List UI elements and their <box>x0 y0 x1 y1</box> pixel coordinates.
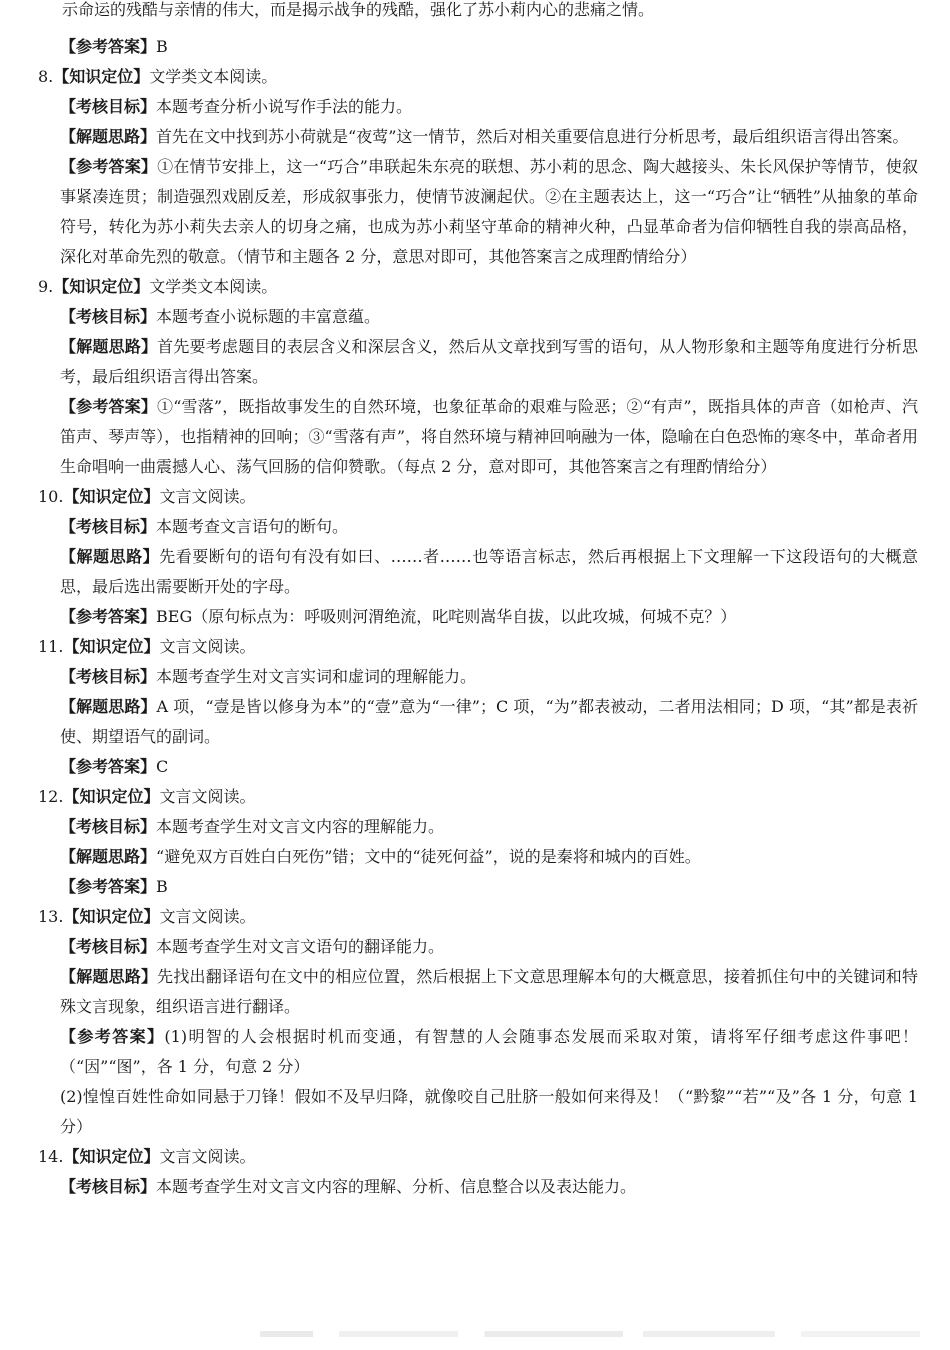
section-line <box>60 1022 918 1082</box>
section-label: 【知识定位】 <box>63 1147 160 1166</box>
section-text: B <box>156 37 168 56</box>
section-line <box>60 962 918 1022</box>
section-text: 本题考查文言语句的断句。 <box>156 517 349 536</box>
answer-line <box>60 32 918 62</box>
section-line <box>60 1172 918 1202</box>
section-text: 文言文阅读。 <box>159 907 256 926</box>
section-text: 本题考查学生对文言实词和虚词的理解能力。 <box>156 667 477 686</box>
section-label: 【参考答案】 <box>60 37 157 56</box>
question-number: 12. <box>38 787 64 806</box>
section-label: 【考核目标】 <box>60 97 157 116</box>
section-line <box>60 392 918 482</box>
cut-off-top-line: 示命运的残酷与亲情的伟大，而是揭示战争的残酷，强化了苏小莉内心的悲痛之情。 <box>62 0 655 19</box>
section-text: A 项，“壹是皆以修身为本”的“壹”意为“一律”；C 项，“为”都表被动，二者用法相同；D 项，“其”都是表祈使、期望语气的副词。 <box>60 697 918 746</box>
section-line <box>60 332 918 392</box>
section-text: ①“雪落”，既指故事发生的自然环境，也象征革命的艰难与险恶；②“有声”，既指具体的声音（如枪声、汽笛声、琴声等），也指精神的回响；③“雪落有声”，将自然环境与精神回响融为一体，隐喻在白色恐怖的寒冬中，革命者用生命唱响一曲震撼人心、荡气回肠的信仰赞歌。（每点 2 分，意对即可，其他答案言之有理酌情给分） <box>60 397 918 476</box>
question-number: 13. <box>38 907 64 926</box>
section-label: 【知识定位】 <box>63 487 160 506</box>
section-label: 【考核目标】 <box>60 817 157 836</box>
section-line <box>60 872 918 902</box>
section-text: 文学类文本阅读。 <box>149 67 278 86</box>
section-label: 【解题思路】 <box>60 127 157 146</box>
section-text: (1)明智的人会根据时机而变通，有智慧的人会随事态发展而采取对策，请将军仔细考虑这件事吧！（“因”“图”，各 1 分，句意 2 分） <box>60 1027 918 1076</box>
section-text: 本题考查学生对文言文语句的翻译能力。 <box>156 937 445 956</box>
section-line <box>60 512 918 542</box>
question-number: 8. <box>38 67 54 86</box>
faded-footer <box>260 1331 920 1337</box>
section-text: “避免双方百姓白白死伤”错；文中的“徒死何益”，说的是秦将和城内的百姓。 <box>156 847 701 866</box>
section-text: B <box>156 877 168 896</box>
section-label: 【知识定位】 <box>63 907 160 926</box>
section-label: 【知识定位】 <box>53 277 150 296</box>
section-label: 【考核目标】 <box>60 1177 157 1196</box>
section-label: 【知识定位】 <box>53 67 150 86</box>
section-line <box>60 152 918 272</box>
section-text: 本题考查分析小说写作手法的能力。 <box>156 97 413 116</box>
section-label: 【解题思路】 <box>60 697 157 716</box>
question-heading <box>38 1142 918 1172</box>
section-text: 首先要考虑题目的表层含义和深层含义，然后从文章找到写雪的语句，从人物形象和主题等角度进行分析思考，最后组织语言得出答案。 <box>60 337 918 386</box>
section-line <box>60 812 918 842</box>
section-line <box>60 932 918 962</box>
section-text: 文言文阅读。 <box>159 1147 256 1166</box>
section-line <box>60 302 918 332</box>
section-line <box>60 92 918 122</box>
section-label: 【解题思路】 <box>60 337 158 356</box>
section-text: C <box>156 757 169 776</box>
question-heading <box>38 272 918 302</box>
section-line <box>60 752 918 782</box>
section-text: ①在情节安排上，这一“巧合”串联起朱东亮的联想、苏小莉的思念、陶大越接头、朱长风保护等情节，使叙事紧凑连贯；制造强烈戏剧反差，形成叙事张力，使情节波澜起伏。②在主题表达上，这一“巧合”让“牺牲”从抽象的革命符号，转化为苏小莉失去亲人的切身之痛，也成为苏小莉坚守革命的精神火种，凸显革命者为信仰牺牲自我的崇高品格，深化对革命先烈的敬意。（情节和主题各 2 分，意思对即可，其他答案言之成理酌情给分） <box>60 157 918 266</box>
section-label: 【解题思路】 <box>60 967 158 986</box>
section-text: 先看要断句的语句有没有如曰、……者……也等语言标志，然后再根据上下文理解一下这段语句的大概意思，最后选出需要断开处的字母。 <box>60 547 918 596</box>
section-text: 本题考查学生对文言文内容的理解、分析、信息整合以及表达能力。 <box>156 1177 637 1196</box>
question-heading <box>38 782 918 812</box>
section-label: 【考核目标】 <box>60 517 157 536</box>
section-label: 【解题思路】 <box>60 547 160 566</box>
question-heading <box>38 632 918 662</box>
section-text: 文学类文本阅读。 <box>149 277 278 296</box>
question-number: 9. <box>38 277 54 296</box>
section-line <box>60 122 918 152</box>
question-number: 10. <box>38 487 64 506</box>
question-heading <box>38 62 918 92</box>
section-label: 【解题思路】 <box>60 847 157 866</box>
section-label: 【参考答案】 <box>60 607 157 626</box>
section-label: 【参考答案】 <box>60 757 157 776</box>
section-label: 【考核目标】 <box>60 937 157 956</box>
section-label: 【知识定位】 <box>63 787 160 806</box>
section-label: 【知识定位】 <box>63 637 160 656</box>
section-label: 【参考答案】 <box>60 1027 165 1046</box>
section-text: 本题考查学生对文言文内容的理解能力。 <box>156 817 445 836</box>
section-line <box>60 1082 918 1142</box>
section-line <box>60 602 918 632</box>
section-label: 【参考答案】 <box>60 397 158 416</box>
question-heading <box>38 482 918 512</box>
section-text: 先找出翻译语句在文中的相应位置，然后根据上下文意思理解本句的大概意思，接着抓住句中的关键词和特殊文言现象，组织语言进行翻译。 <box>60 967 918 1016</box>
section-line <box>60 842 918 872</box>
section-text: 文言文阅读。 <box>159 787 256 806</box>
question-number: 14. <box>38 1147 64 1166</box>
section-label: 【参考答案】 <box>60 157 158 176</box>
section-line <box>60 692 918 752</box>
section-line <box>60 662 918 692</box>
section-text: BEG（原句标点为：呼吸则河渭绝流，叱咤则嵩华自拔，以此攻城，何城不克？） <box>156 607 737 626</box>
section-label: 【考核目标】 <box>60 307 157 326</box>
section-text: 首先在文中找到苏小荷就是“夜莺”这一情节，然后对相关重要信息进行分析思考，最后组织语言得出答案。 <box>156 127 909 146</box>
section-text: (2)惶惶百姓性命如同悬于刀锋！假如不及早归降，就像咬自己肚脐一般如何来得及！（“黔黎”“若”“及”各 1 分，句意 1 分） <box>60 1087 918 1136</box>
section-label: 【参考答案】 <box>60 877 157 896</box>
section-label: 【考核目标】 <box>60 667 157 686</box>
section-text: 本题考查小说标题的丰富意蕴。 <box>156 307 381 326</box>
section-text: 文言文阅读。 <box>159 487 256 506</box>
section-line <box>60 542 918 602</box>
question-number: 11. <box>38 637 64 656</box>
question-heading <box>38 902 918 932</box>
answer-key-body <box>38 32 918 1202</box>
section-text: 文言文阅读。 <box>159 637 256 656</box>
